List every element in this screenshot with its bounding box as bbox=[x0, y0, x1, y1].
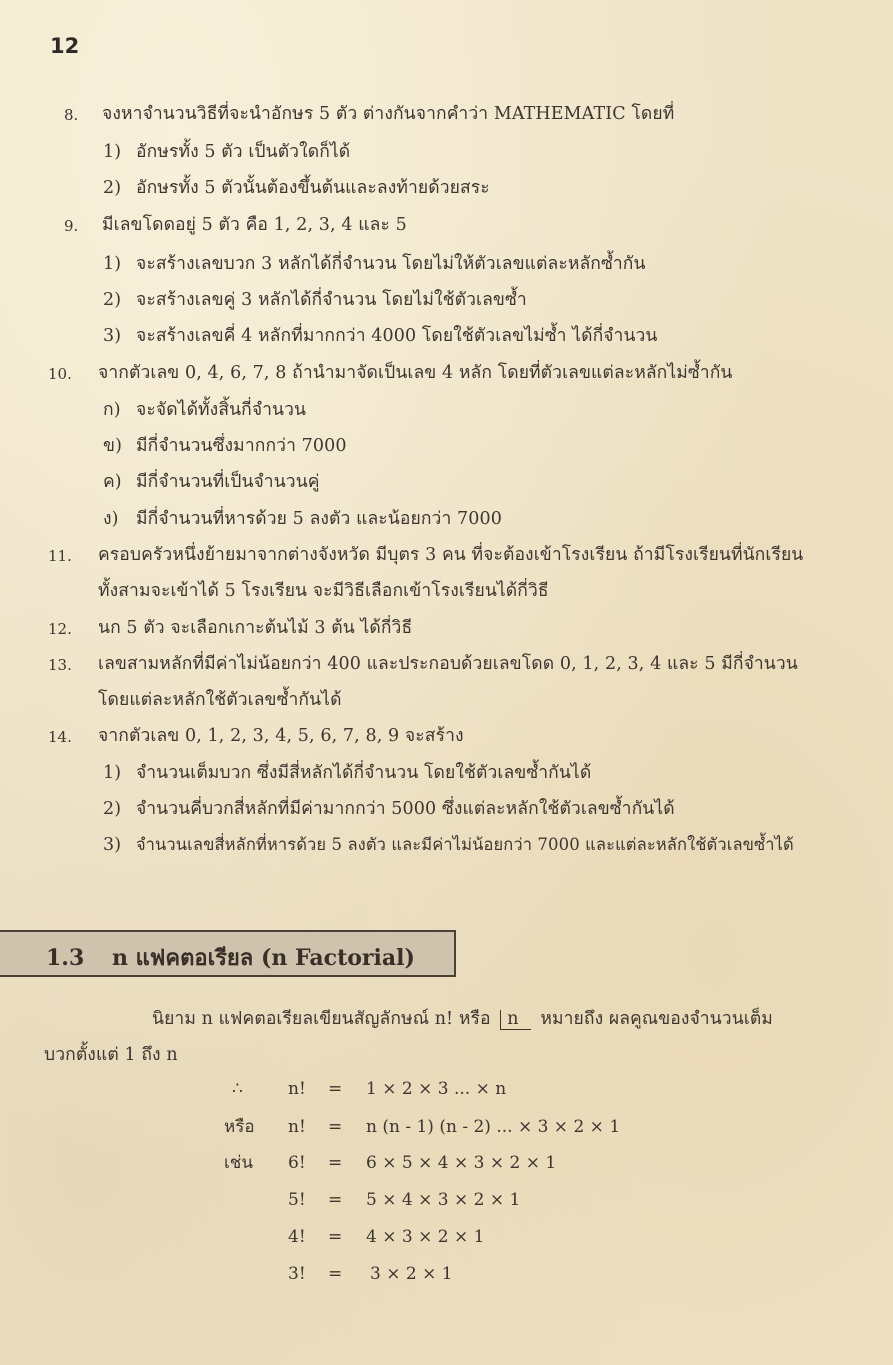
section-heading bbox=[46, 940, 415, 975]
exercise-text: มีเลขโดดอยู่ 5 ตัว คือ 1, 2, 3, 4 และ 5 bbox=[102, 215, 407, 235]
formula-label: หรือ bbox=[224, 1117, 255, 1137]
exercise-text: นก 5 ตัว จะเลือกเกาะต้นไม้ 3 ต้น ได้กี่วิธี bbox=[98, 618, 413, 638]
sub-item-label: 1) bbox=[103, 142, 122, 162]
exercise-number: 10. bbox=[48, 365, 72, 383]
exercise-number: 8. bbox=[64, 106, 79, 124]
formula-lhs: 5! bbox=[288, 1190, 306, 1210]
sub-item-label: 1) bbox=[103, 254, 122, 274]
exercise-number: 12. bbox=[48, 620, 72, 638]
formula-equals: = bbox=[328, 1190, 343, 1210]
sub-item-text: จะสร้างเลขคู่ 3 หลักได้กี่จำนวน โดยไม่ใช้ตัวเลขซ้ำ bbox=[136, 290, 527, 310]
sub-item-text: จำนวนเลขสี่หลักที่หารด้วย 5 ลงตัว และมีค่าไม่น้อยกว่า 7000 และแต่ละหลักใช้ตัวเลขซ้ำได้ bbox=[136, 835, 794, 854]
formula-equals: = bbox=[328, 1264, 343, 1284]
exercise-text: ครอบครัวหนึ่งย้ายมาจากต่างจังหวัด มีบุตร 3 คน ที่จะต้องเข้าโรงเรียน ถ้ามีโรงเรียนที่นักเรียน bbox=[98, 545, 804, 565]
section-title: n แฟคตอเรียล (n Factorial) bbox=[111, 945, 415, 971]
formula-lhs: 4! bbox=[288, 1227, 306, 1247]
therefore-symbol: ∴ bbox=[232, 1079, 243, 1099]
sub-item-label: 2) bbox=[103, 799, 122, 819]
formula-lhs: n! bbox=[288, 1117, 306, 1137]
sub-item-text: จะจัดได้ทั้งสิ้นกี่จำนวน bbox=[136, 400, 307, 420]
sub-item-label: 2) bbox=[103, 178, 122, 198]
sub-item-text: จะสร้างเลขบวก 3 หลักได้กี่จำนวน โดยไม่ให้ตัวเลขแต่ละหลักซ้ำกัน bbox=[136, 254, 646, 274]
formula-rhs: 1 × 2 × 3 ... × n bbox=[366, 1079, 507, 1099]
formula-rhs: 6 × 5 × 4 × 3 × 2 × 1 bbox=[366, 1153, 557, 1173]
sub-item-label: 1) bbox=[103, 763, 122, 783]
sub-item-label: ก) bbox=[103, 400, 121, 420]
exercise-number: 14. bbox=[48, 728, 72, 746]
sub-item-text: อักษรทั้ง 5 ตัว เป็นตัวใดก็ได้ bbox=[136, 142, 351, 162]
page-number: 12 bbox=[50, 34, 80, 58]
exercise-text: จงหาจำนวนวิธีที่จะนำอักษร 5 ตัว ต่างกันจากคำว่า MATHEMATIC โดยที่ bbox=[102, 104, 675, 124]
formula-lhs: 6! bbox=[288, 1153, 306, 1173]
sub-item-text: อักษรทั้ง 5 ตัวนั้นต้องขึ้นต้นและลงท้ายด้วยสระ bbox=[136, 178, 490, 198]
formula-lhs: 3! bbox=[288, 1264, 306, 1284]
formula-label: เช่น bbox=[224, 1153, 253, 1173]
exercise-number: 11. bbox=[48, 547, 72, 565]
formula-rhs: 4 × 3 × 2 × 1 bbox=[366, 1227, 485, 1247]
sub-item-label: ง) bbox=[103, 509, 119, 529]
exercise-text-continuation: ทั้งสามจะเข้าได้ 5 โรงเรียน จะมีวิธีเลือกเข้าโรงเรียนได้กี่วิธี bbox=[98, 581, 549, 601]
formula-equals: = bbox=[328, 1227, 343, 1247]
definition-line bbox=[152, 1008, 773, 1030]
formula-equals: = bbox=[328, 1153, 343, 1173]
formula-lhs: n! bbox=[288, 1079, 306, 1099]
sub-item-text: จำนวนคี่บวกสี่หลักที่มีค่ามากกว่า 5000 ซึ่งแต่ละหลักใช้ตัวเลขซ้ำกันได้ bbox=[136, 799, 675, 819]
formula-equals: = bbox=[328, 1117, 343, 1137]
formula-rhs: 5 × 4 × 3 × 2 × 1 bbox=[366, 1190, 521, 1210]
exercise-text-continuation: โดยแต่ละหลักใช้ตัวเลขซ้ำกันได้ bbox=[98, 690, 342, 710]
sub-item-text: จำนวนเต็มบวก ซึ่งมีสี่หลักได้กี่จำนวน โดยใช้ตัวเลขซ้ำกันได้ bbox=[136, 763, 592, 783]
sub-item-text: มีกี่จำนวนที่หารด้วย 5 ลงตัว และน้อยกว่า 7000 bbox=[136, 509, 502, 529]
sub-item-label: 3) bbox=[103, 326, 122, 346]
definition-continuation: บวกตั้งแต่ 1 ถึง n bbox=[44, 1045, 178, 1065]
exercise-number: 9. bbox=[64, 217, 79, 235]
exercise-text: จากตัวเลข 0, 1, 2, 3, 4, 5, 6, 7, 8, 9 จะสร้าง bbox=[98, 726, 464, 746]
sub-item-text: มีกี่จำนวนที่เป็นจำนวนคู่ bbox=[136, 472, 320, 492]
sub-item-label: 3) bbox=[103, 835, 122, 855]
sub-item-text: จะสร้างเลขคี่ 4 หลักที่มากกว่า 4000 โดยใช้ตัวเลขไม่ซ้ำ ได้กี่จำนวน bbox=[136, 326, 658, 346]
sub-item-label: ข) bbox=[103, 436, 122, 456]
definition-text-part1: นิยาม n แฟคตอเรียลเขียนสัญลักษณ์ n! หรือ bbox=[152, 1009, 491, 1029]
sub-item-label: 2) bbox=[103, 290, 122, 310]
exercise-text: จากตัวเลข 0, 4, 6, 7, 8 ถ้านำมาจัดเป็นเลข 4 หลัก โดยที่ตัวเลขแต่ละหลักไม่ซ้ำกัน bbox=[98, 363, 733, 383]
exercise-number: 13. bbox=[48, 656, 72, 674]
exercise-text: เลขสามหลักที่มีค่าไม่น้อยกว่า 400 และประกอบด้วยเลขโดด 0, 1, 2, 3, 4 และ 5 มีกี่จำนวน bbox=[98, 654, 798, 674]
formula-rhs: 3 × 2 × 1 bbox=[370, 1264, 453, 1284]
definition-text-part2: หมายถึง ผลคูณของจำนวนเต็ม bbox=[540, 1009, 773, 1029]
n-factorial-box-symbol: n bbox=[500, 1010, 530, 1030]
formula-rhs: n (n - 1) (n - 2) ... × 3 × 2 × 1 bbox=[366, 1117, 621, 1137]
section-number: 1.3 bbox=[46, 945, 85, 971]
sub-item-label: ค) bbox=[103, 472, 122, 492]
sub-item-text: มีกี่จำนวนซึ่งมากกว่า 7000 bbox=[136, 436, 347, 456]
formula-equals: = bbox=[328, 1079, 343, 1099]
